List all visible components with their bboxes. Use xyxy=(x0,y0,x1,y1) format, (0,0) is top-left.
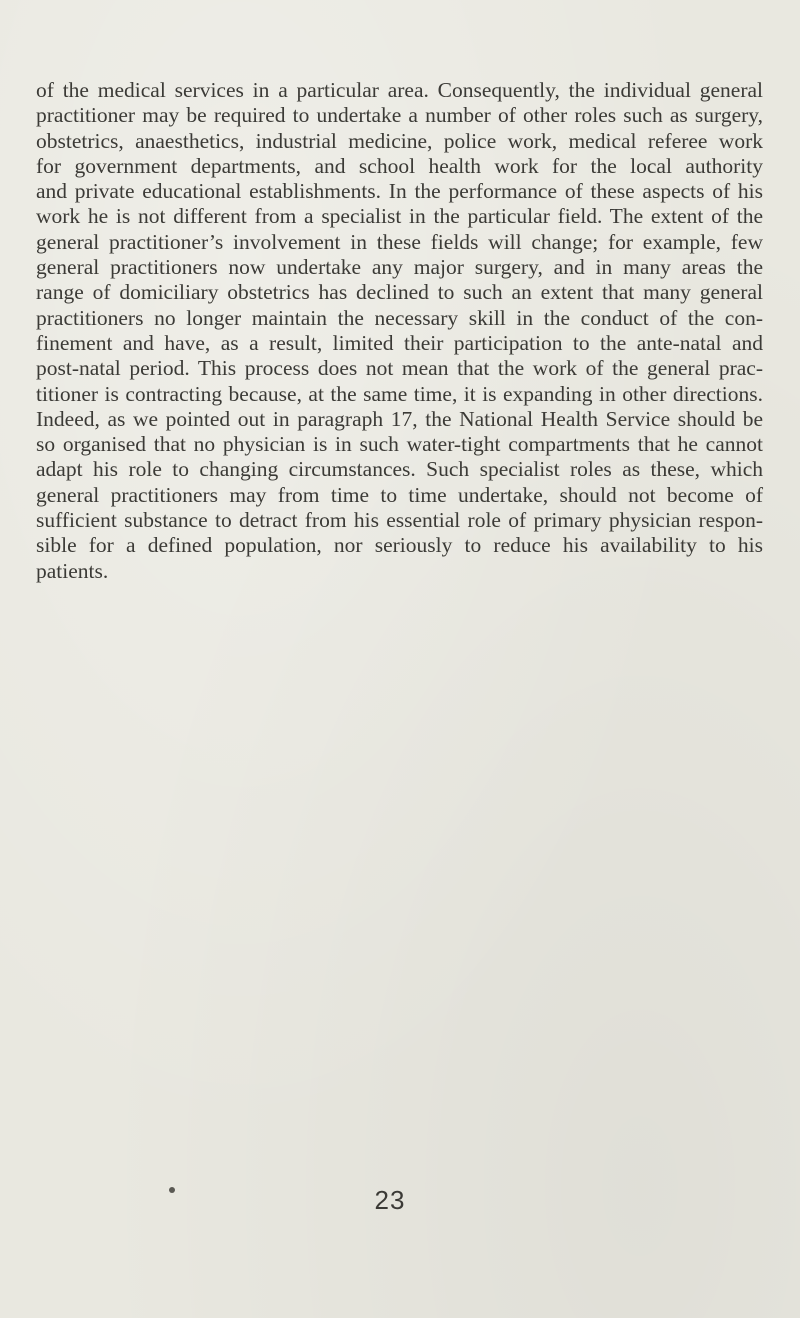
ink-speck xyxy=(169,1187,175,1193)
body-paragraph xyxy=(36,78,763,584)
text-line: patients. xyxy=(36,558,109,583)
text-line: Indeed, as we pointed out in paragraph 17, the National Health Service should be xyxy=(36,406,763,431)
text-line: post-natal period. This process does not mean that the work of the general prac- xyxy=(36,356,763,381)
text-line: work he is not different from a specialist in the particular field. The extent of the xyxy=(36,204,763,229)
text-line: practitioners no longer maintain the necessary skill in the conduct of the con- xyxy=(36,305,763,330)
text-line: and private educational establishments. In the performance of these aspects of his xyxy=(36,179,763,204)
text-line: general practitioners now undertake any major surgery, and in many areas the xyxy=(36,255,763,280)
text-line: range of domiciliary obstetrics has declined to such an extent that many general xyxy=(36,280,763,305)
text-line: general practitioner’s involvement in these fields will change; for example, few xyxy=(36,229,763,254)
page-number: 23 xyxy=(374,1185,406,1215)
text-line: titioner is contracting because, at the same time, it is expanding in other directions. xyxy=(36,381,763,406)
text-line: sible for a defined population, nor seriously to reduce his availability to his xyxy=(36,533,763,558)
text-line: general practitioners may from time to time undertake, should not become of xyxy=(36,482,763,507)
text-line: adapt his role to changing circumstances. Such specialist roles as these, which xyxy=(36,457,763,482)
text-line: of the medical services in a particular area. Consequently, the individual general xyxy=(36,78,763,102)
text-line: for government departments, and school health work for the local authority xyxy=(36,153,763,178)
text-line: practitioner may be required to undertake a number of other roles such as surgery, xyxy=(36,103,763,128)
text-line: obstetrics, anaesthetics, industrial medicine, police work, medical referee work xyxy=(36,128,763,153)
text-line: so organised that no physician is in such water-tight compartments that he cannot xyxy=(36,432,763,457)
text-line: finement and have, as a result, limited their participation to the ante-natal and xyxy=(36,330,763,355)
text-line: sufficient substance to detract from his essential role of primary physician respon- xyxy=(36,508,763,533)
